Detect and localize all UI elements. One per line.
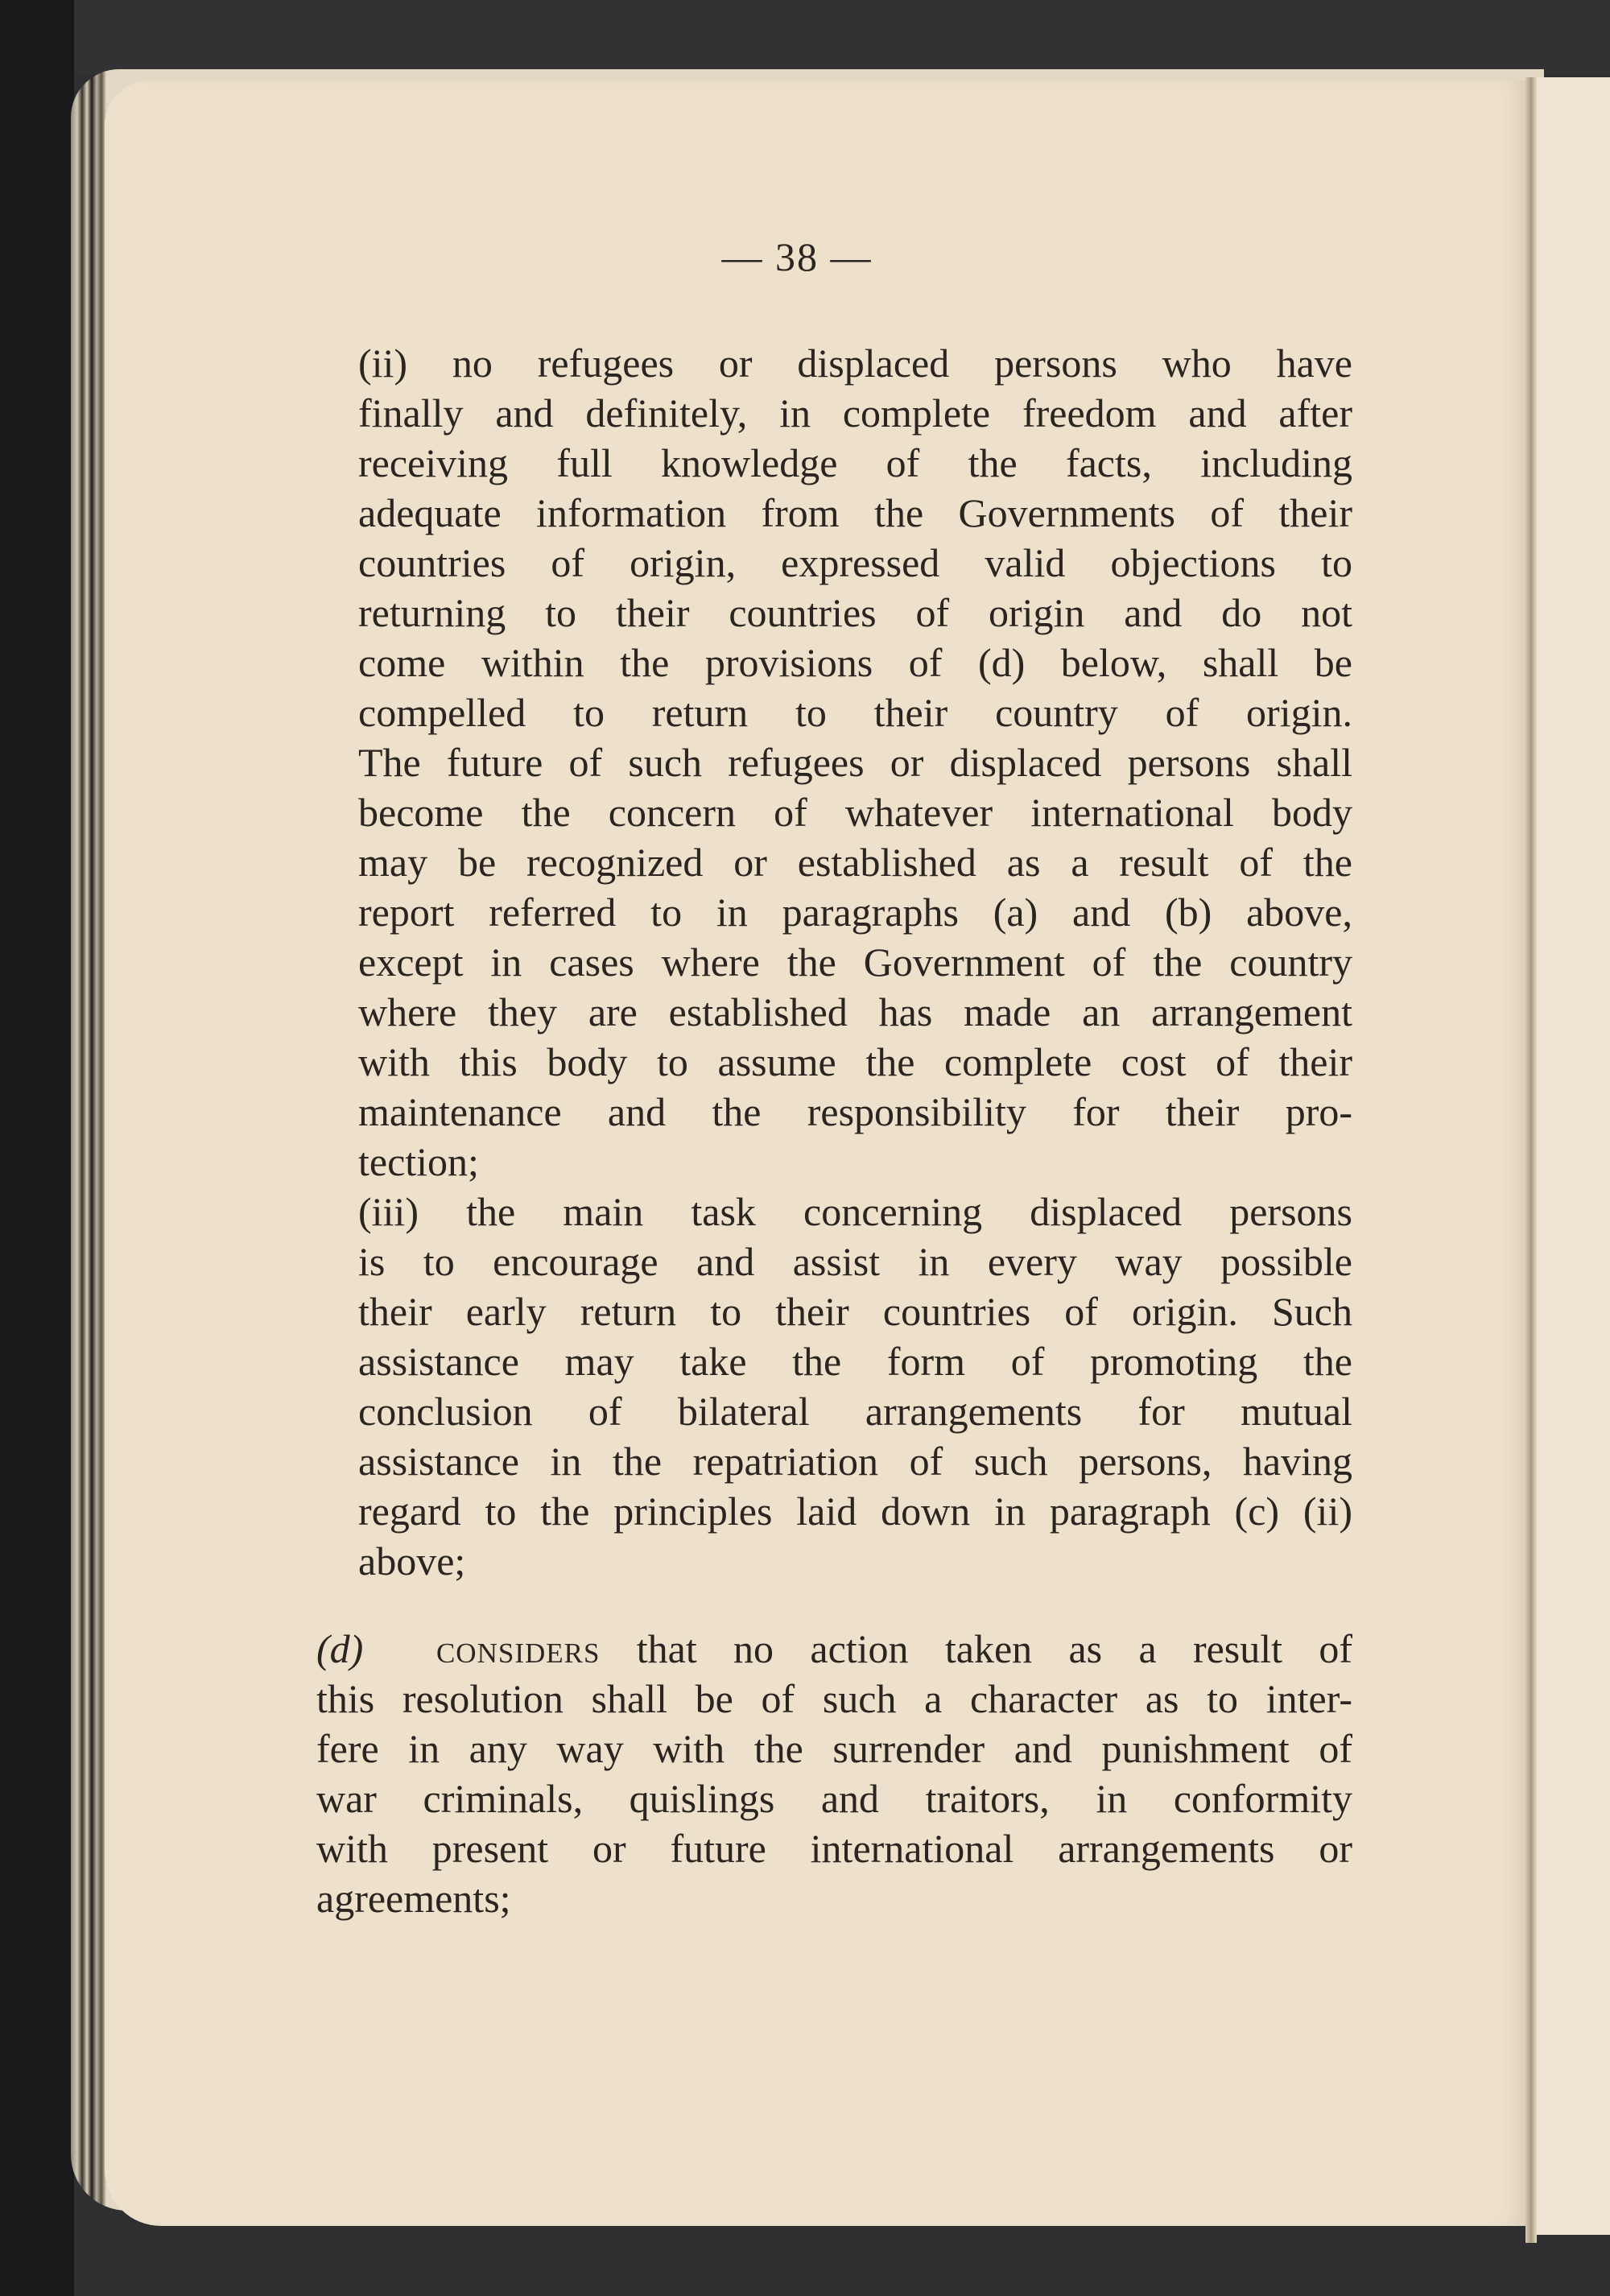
scan-background <box>74 0 1610 74</box>
text-line: returning to their countries of origin and do not <box>358 590 1352 635</box>
text-line: maintenance and the responsibility for their pro- <box>358 1089 1352 1134</box>
text-line: regard to the principles laid down in paragraph (c) (ii) <box>358 1489 1352 1534</box>
text-line: countries of origin, expressed valid objections to <box>358 540 1352 585</box>
text-line: compelled to return to their country of origin. <box>358 690 1352 735</box>
text-line: become the concern of whatever international body <box>358 790 1352 835</box>
text-line: adequate information from the Governments of their <box>358 490 1352 535</box>
text-line: where they are established has made an arrangement <box>358 989 1352 1034</box>
paragraph-d <box>316 1624 1352 1923</box>
paragraph-ii <box>358 338 1352 1586</box>
text-line: except in cases where the Government of the country <box>358 939 1352 985</box>
text-line: assistance may take the form of promoting the <box>358 1339 1352 1384</box>
text-line: with present or future international arrangements or <box>316 1826 1352 1871</box>
text-line <box>316 1624 1352 1674</box>
text-line: agreements; <box>316 1876 511 1921</box>
text-line: above; <box>358 1538 466 1584</box>
facing-page-edge <box>1537 77 1610 2235</box>
text-line: receiving full knowledge of the facts, including <box>358 440 1352 485</box>
text-line: assistance in the repatriation of such persons, having <box>358 1439 1352 1484</box>
text-line: conclusion of bilateral arrangements for mutual <box>358 1389 1352 1434</box>
text-line: tection; <box>358 1139 479 1184</box>
text-line: war criminals, quislings and traitors, in conformity <box>316 1776 1352 1821</box>
text-line: finally and definitely, in complete freedom and after <box>358 390 1352 436</box>
text-line: The future of such refugees or displaced persons shall <box>358 740 1352 785</box>
text-line: report referred to in paragraphs (a) and (b) above, <box>358 890 1352 935</box>
text-line: may be recognized or established as a result of the <box>358 840 1352 885</box>
paragraph-label: (d) <box>316 1626 364 1671</box>
text-line: fere in any way with the surrender and punishment of <box>316 1726 1352 1771</box>
text-line: (iii) the main task concerning displaced persons <box>358 1189 1352 1234</box>
text-line: come within the provisions of (d) below, shall be <box>358 640 1352 685</box>
text-line: is to encourage and assist in every way possible <box>358 1239 1352 1284</box>
text-line: their early return to their countries of origin. Such <box>358 1289 1352 1334</box>
text-line: with this body to assume the complete cost of their <box>358 1039 1352 1084</box>
page-number: — 38 — <box>721 234 873 279</box>
text-line: (ii) no refugees or displaced persons who have <box>358 341 1352 386</box>
book-gutter <box>1525 77 1537 2243</box>
text-fragment: that no action taken as a result of <box>636 1626 1352 1671</box>
paragraph-keyword: considers <box>436 1626 601 1671</box>
text-line: this resolution shall be of such a character as to inter- <box>316 1676 1352 1721</box>
book-cover-edge <box>0 0 74 2296</box>
